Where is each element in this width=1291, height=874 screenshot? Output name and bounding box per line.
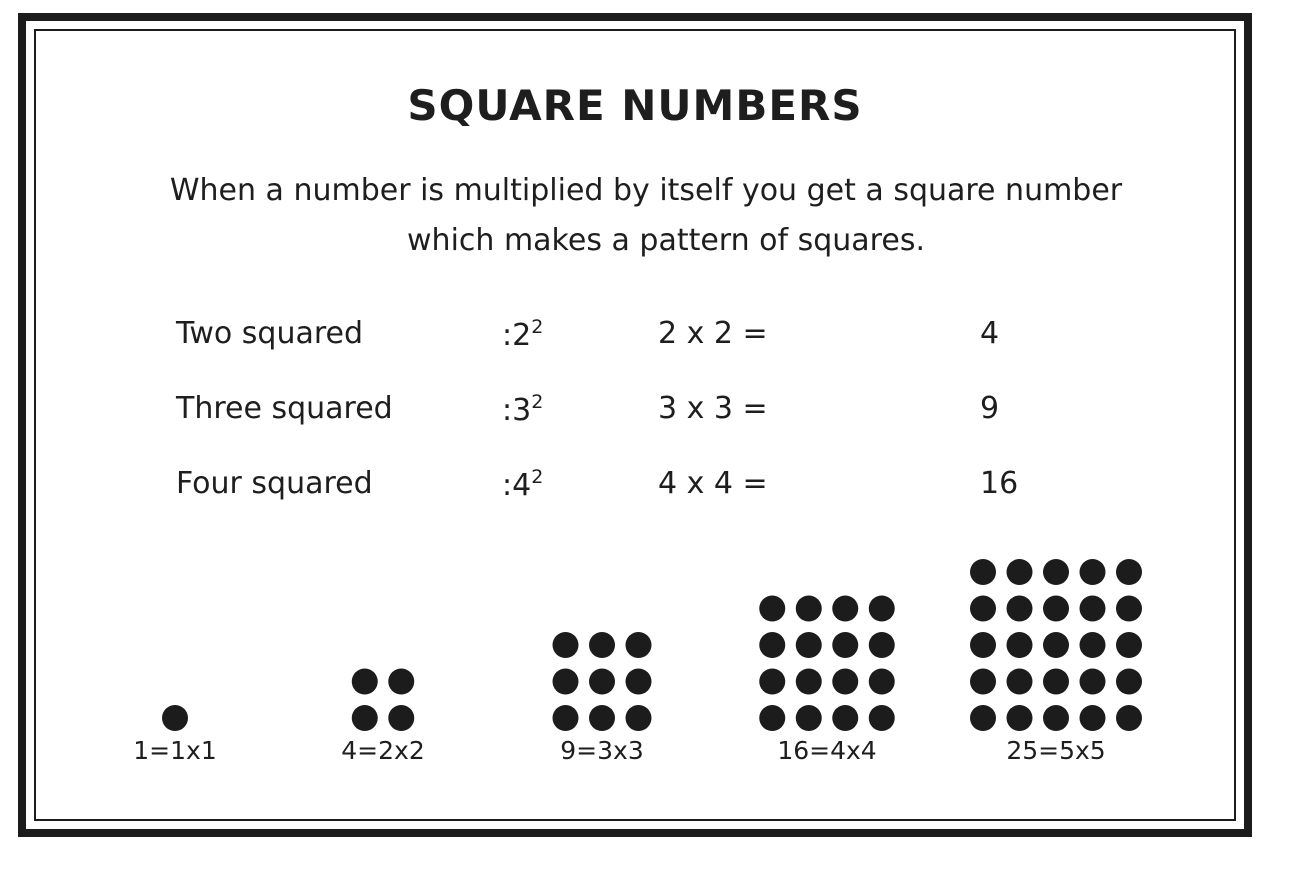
dot [1007, 669, 1033, 695]
fact-base: :3 [502, 393, 532, 428]
dot [970, 632, 996, 658]
dot [832, 632, 858, 658]
dot [1007, 632, 1033, 658]
dot [1116, 669, 1142, 695]
dot [970, 559, 996, 585]
dot [1043, 596, 1069, 622]
dot [1116, 632, 1142, 658]
dot [1080, 596, 1106, 622]
dot [1007, 559, 1033, 585]
dot [589, 705, 615, 731]
dot [869, 669, 895, 695]
dot [869, 596, 895, 622]
dot [1080, 559, 1106, 585]
dot [162, 705, 188, 731]
dot-grid-1x1 [162, 705, 188, 731]
dot [589, 669, 615, 695]
fact-result: 4 [980, 316, 1000, 351]
dot [796, 705, 822, 731]
fact-multiplication: 4 x 4 = [658, 466, 768, 501]
fact-exponent: 2 [531, 466, 544, 488]
dot [970, 669, 996, 695]
dot [1116, 596, 1142, 622]
fact-name: Two squared [176, 316, 364, 351]
dot [796, 596, 822, 622]
dot [352, 705, 378, 731]
dot [1043, 632, 1069, 658]
dot [388, 705, 414, 731]
dot-grid-2x2 [352, 669, 415, 732]
dot [1080, 632, 1106, 658]
dot [553, 632, 579, 658]
dot-grid-5x5 [970, 559, 1142, 731]
dot [759, 705, 785, 731]
dot [626, 632, 652, 658]
fact-exponent: 2 [531, 391, 544, 413]
dot [1080, 669, 1106, 695]
dot [388, 669, 414, 695]
fact-multiplication: 2 x 2 = [658, 316, 768, 351]
dot [626, 669, 652, 695]
dot [1043, 669, 1069, 695]
dot [553, 705, 579, 731]
dot [832, 705, 858, 731]
fact-base: :4 [502, 468, 532, 503]
intro-line-1: When a number is multiplied by itself you get a square number [169, 173, 1123, 208]
dot [1080, 705, 1106, 731]
dot [796, 669, 822, 695]
dot [1007, 705, 1033, 731]
dot [1043, 559, 1069, 585]
dot [626, 705, 652, 731]
pattern-label-3: 9=3x3 [560, 736, 644, 765]
dot [796, 632, 822, 658]
dot [832, 596, 858, 622]
dot [759, 596, 785, 622]
pattern-label-4: 16=4x4 [777, 736, 877, 765]
pattern-label-5: 25=5x5 [1006, 736, 1106, 765]
dot [869, 632, 895, 658]
dot-grid-4x4 [759, 596, 895, 732]
dot [1116, 559, 1142, 585]
dot [1007, 596, 1033, 622]
fact-result: 9 [980, 391, 1000, 426]
fact-base: :2 [502, 318, 532, 353]
pattern-label-2: 4=2x2 [341, 736, 425, 765]
pattern-label-1: 1=1x1 [133, 736, 217, 765]
dot [970, 596, 996, 622]
dot [869, 705, 895, 731]
intro-line-2: which makes a pattern of squares. [407, 223, 925, 258]
dot [1116, 705, 1142, 731]
fact-exponent: 2 [531, 316, 544, 338]
fact-result: 16 [980, 466, 1019, 501]
dot [832, 669, 858, 695]
fact-name: Four squared [176, 466, 373, 501]
worksheet-title: SQUARE NUMBERS [407, 81, 863, 130]
dot-grid-3x3 [553, 632, 652, 731]
dot [352, 669, 378, 695]
dot [589, 632, 615, 658]
dot [970, 705, 996, 731]
dot [759, 632, 785, 658]
fact-name: Three squared [176, 391, 393, 426]
dot [1043, 705, 1069, 731]
dot [553, 669, 579, 695]
fact-multiplication: 3 x 3 = [658, 391, 768, 426]
dot [759, 669, 785, 695]
